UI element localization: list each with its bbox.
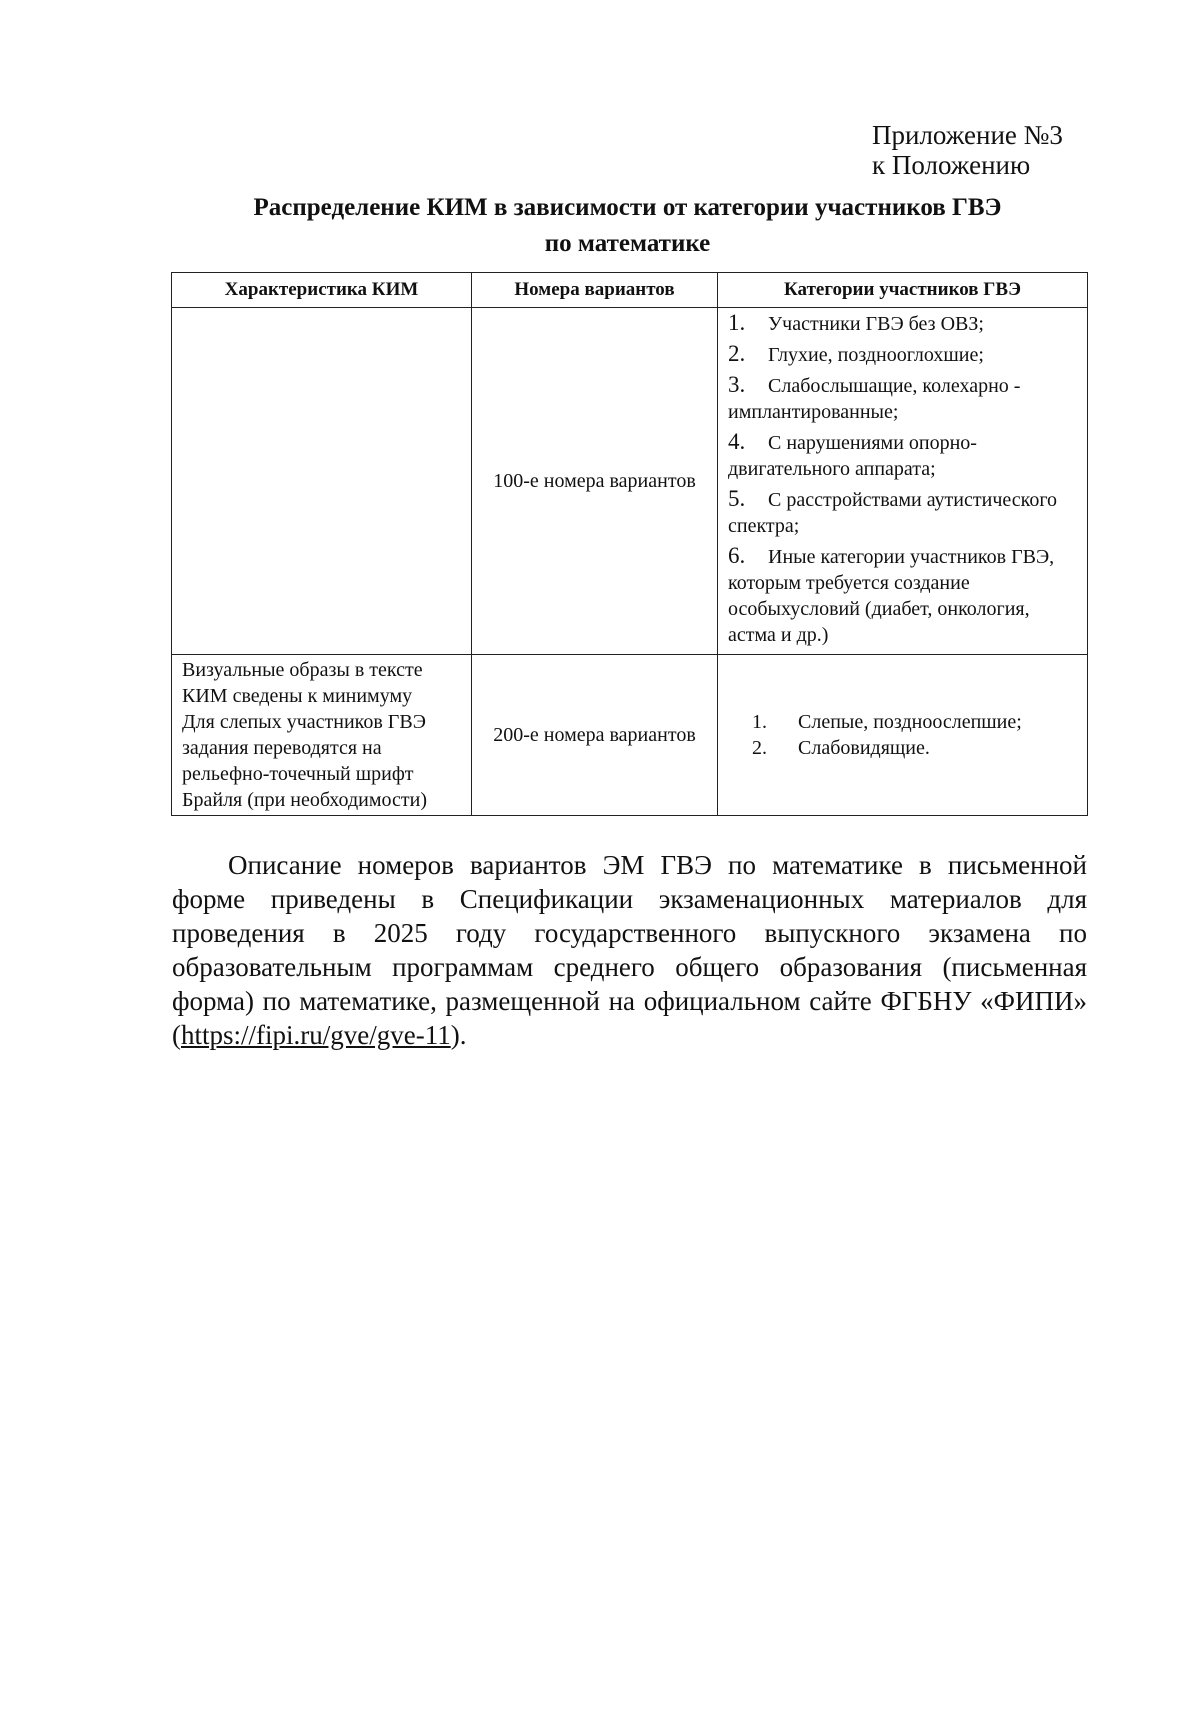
fipi-link[interactable]: https://fipi.ru/gve/gve-11 xyxy=(181,1020,451,1050)
list-item xyxy=(728,429,1077,482)
variants-cell: 200-е номера вариантов xyxy=(472,655,718,816)
header-characteristic: Характеристика КИМ xyxy=(172,273,472,308)
characteristic-line: Визуальные образы в тексте КИМ сведены к минимуму xyxy=(182,659,423,707)
categories-cell xyxy=(718,655,1088,816)
table-header-row xyxy=(172,273,1088,308)
list-text: Слабослышащие, колехарно - имплантированные; xyxy=(728,375,1021,423)
characteristic-line: Для слепых участников ГВЭ задания переводятся на рельефно-точечный шрифт Брайля (при необходимости) xyxy=(182,711,427,811)
list-text: С нарушениями опорно-двигательного аппарата; xyxy=(728,432,977,480)
list-number: 1. xyxy=(752,711,767,733)
header-categories: Категории участников ГВЭ xyxy=(718,273,1088,308)
description-text: Описание номеров вариантов ЭМ ГВЭ по математике в письменной форме приведены в Спецификации экзаменационных материалов для проведения в 2025 году государственного выпускного экзамена по образовательным программам среднего общего образования (письменная форма) по математике, размещенной на официальном сайте ФГБНУ «ФИПИ» ( xyxy=(172,850,1087,1050)
table-row xyxy=(172,655,1088,816)
list-item xyxy=(728,341,1077,368)
list-number: 1. xyxy=(728,310,746,335)
categories-list xyxy=(728,709,1077,761)
variants-cell: 100-е номера вариантов xyxy=(472,308,718,655)
list-number: 6. xyxy=(728,543,746,568)
description-text-end: ). xyxy=(450,1020,467,1050)
header-variants: Номера вариантов xyxy=(472,273,718,308)
list-item xyxy=(728,486,1077,539)
appendix-number: Приложение №3 xyxy=(872,120,1063,150)
list-number: 4. xyxy=(728,429,746,454)
list-item xyxy=(728,543,1077,648)
list-text: Слепые, поздноослепшие; xyxy=(798,711,1022,733)
list-number: 2. xyxy=(728,341,746,366)
list-number: 2. xyxy=(752,737,767,759)
list-text: Глухие, позднооглохшие; xyxy=(768,344,984,366)
characteristic-cell xyxy=(172,308,472,655)
document-title xyxy=(160,190,1095,262)
appendix-reference: к Положению xyxy=(872,150,1031,180)
list-item xyxy=(728,310,1077,337)
kim-distribution-table xyxy=(171,272,1088,816)
appendix-label xyxy=(872,120,1063,180)
categories-list xyxy=(728,310,1077,648)
list-text: Иные категории участников ГВЭ, которым требуется создание особыхусловий (диабет, онкология, астма и др.) xyxy=(728,546,1055,646)
list-number: 5. xyxy=(728,486,746,511)
characteristic-cell xyxy=(172,655,472,816)
list-item xyxy=(728,372,1077,425)
categories-cell xyxy=(718,308,1088,655)
description-paragraph xyxy=(172,848,1087,1052)
list-text: Участники ГВЭ без ОВЗ; xyxy=(768,313,984,335)
list-text: С расстройствами аутистического спектра; xyxy=(728,489,1058,537)
title-line-1: Распределение КИМ в зависимости от категории участников ГВЭ xyxy=(253,194,1002,221)
list-number: 3. xyxy=(728,372,746,397)
title-line-2: по математике xyxy=(544,230,711,257)
list-item xyxy=(752,709,1077,735)
list-item xyxy=(752,735,1077,761)
list-text: Слабовидящие. xyxy=(798,737,930,759)
table-row xyxy=(172,308,1088,655)
